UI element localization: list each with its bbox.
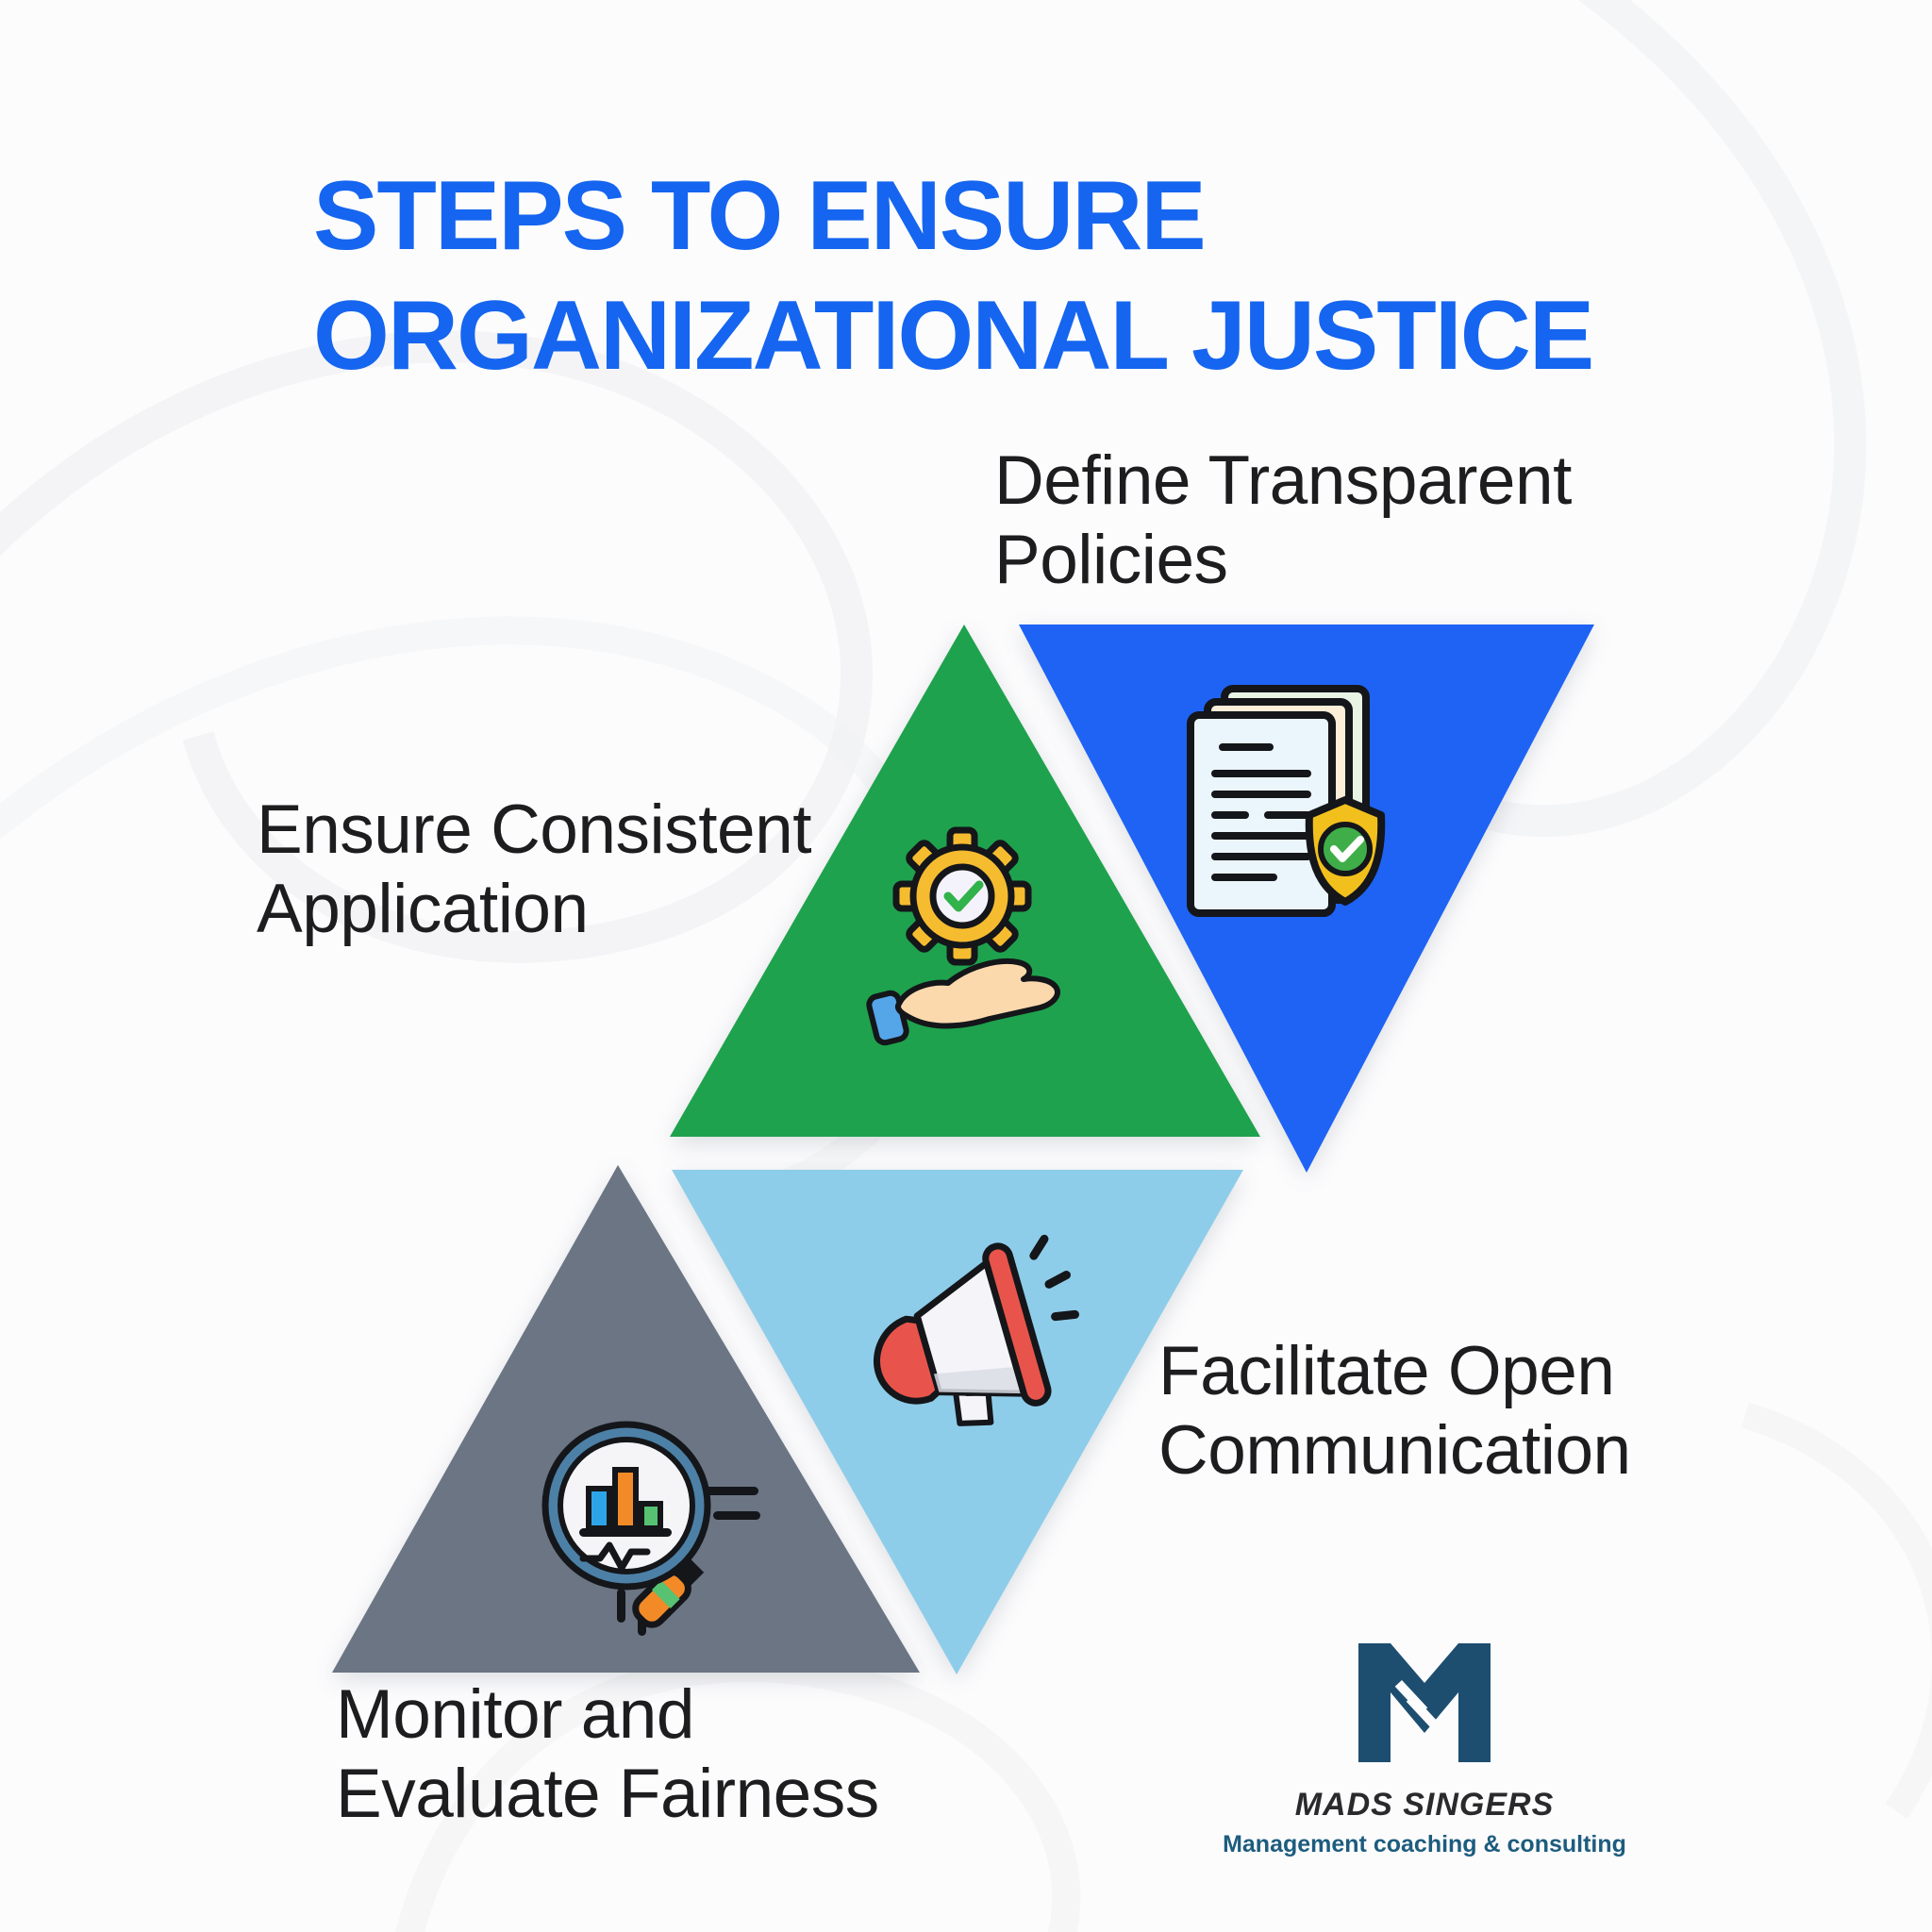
logo-m-icon [1358,1643,1491,1762]
label-line: Policies [994,522,1228,598]
label-line: Application [257,871,589,947]
label-line: Ensure Consistent [257,791,811,868]
page-title [313,157,1592,396]
label-line: Monitor and [336,1676,694,1753]
logo-company-name: MADS SINGERS [1294,1787,1555,1823]
label-facilitate-open-communication [1158,1332,1631,1491]
title-line-1: STEPS TO ENSURE [313,161,1205,271]
gear-icon [896,830,1028,962]
label-ensure-consistent-application [257,791,811,949]
brand-logo [1217,1643,1632,1858]
label-line: Facilitate Open [1158,1333,1615,1409]
label-define-transparent-policies [994,441,1572,600]
label-monitor-evaluate-fairness [336,1675,879,1834]
documents-shield-icon [1191,689,1381,913]
label-line: Define Transparent [994,442,1572,519]
title-line-2: ORGANIZATIONAL JUSTICE [313,281,1593,391]
label-line: Evaluate Fairness [336,1756,879,1832]
label-line: Communication [1158,1412,1631,1489]
logo-tagline: Management coaching & consulting [1223,1831,1626,1857]
